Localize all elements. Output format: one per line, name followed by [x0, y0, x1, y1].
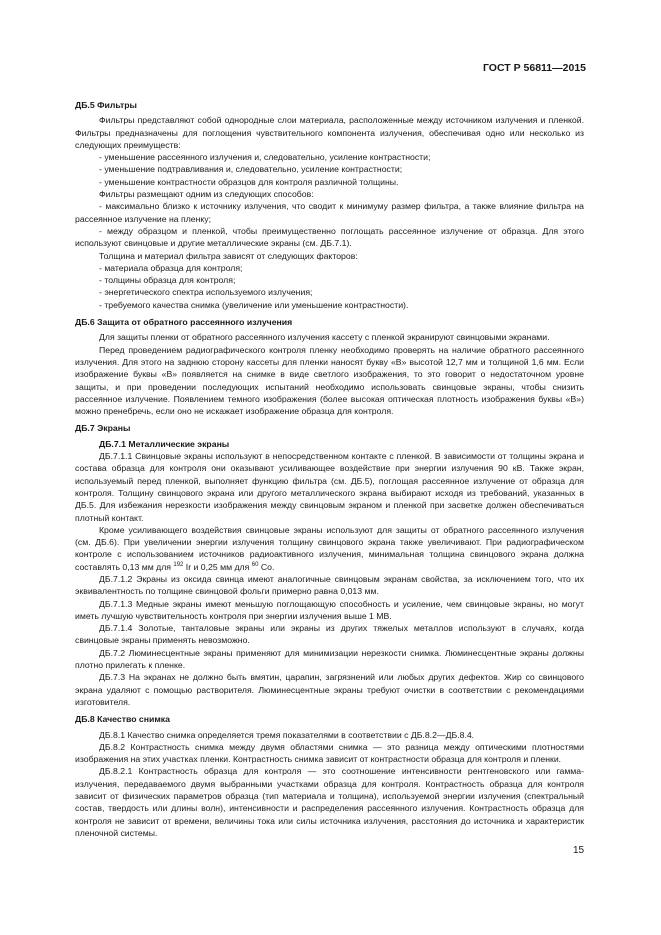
section-title-db6: ДБ.6 Защита от обратного рассеянного излучения: [75, 317, 293, 328]
list-item: - толщины образца для контроля;: [99, 275, 236, 286]
paragraph: ДБ.8.2.1 Контрастность образца для контроля — это соотношение интенсивности рентгеновского или гамма-излучения, передаваемого двумя выбранными участками образца для контроля. Контрастность образца для контроля зависит от физических параметров образца (тип материала и толщина), используемой энергии излучения (спектральный состав, твердость или длины волн), интенсивности и распределения рассеянного излучения. Контрастность образца для контроля не зависит от времени, величины тока или силы источника излучения, расстояния до источника и характеристик пленочной системы.: [75, 766, 584, 838]
paragraph: Перед проведением радиографического контроля пленку необходимо проверять на наличие обратного рассеянного излучения. Для этого на заднюю сторону кассеты для пленки наносят букву «В» высотой 12,7 мм и толщиной 1,6 мм. Если изображение буквы «В» появляется на снимке в виде светлого изображения, то это говорит о недостаточном уровне защиты, и при проведении последующих испытаний необходимо использовать свинцовые экраны, чтобы снизить рассеянное излучение. Появлением темного изображения (более высокая оптическая плотность изображения буквы «В») можно пренебречь, если оно не искажает изображение образца для контроля.: [75, 344, 584, 417]
list-item: - уменьшение рассеянного излучения и, следовательно, усиление контрастности;: [99, 152, 431, 163]
subsection-title-db71: ДБ.7.1 Металлические экраны: [99, 438, 230, 449]
paragraph: ДБ.7.1.4 Золотые, танталовые экраны или экраны из других тяжелых металлов используют в случаях, когда свинцовые экраны применять невозможно.: [75, 623, 584, 646]
paragraph: ДБ.7.1.2 Экраны из оксида свинца имеют аналогичные свинцовым экранам свойства, за исключением того, что их эквивалентность по толщине свинцовой фольги примерно равна 0,013 мм.: [75, 573, 584, 597]
paragraph: Фильтры размещают одним из следующих способов:: [99, 189, 314, 200]
list-item: - между образцом и пленкой, чтобы преимущественно поглощать рассеянное излучение от образца. Для этого используют свинцовые и другие металлические экраны (см. ДБ.7.1).: [75, 225, 584, 249]
isotope-mass: 60: [251, 561, 259, 568]
paragraph: ДБ.7.3 На экранах не должно быть вмятин, царапин, загрязнений или любых других дефектов. Жир со свинцового экрана удаляют с помощью растворителя. Люминесцентные экраны требуют очистки в соответствии с рекомендациями изготовителя.: [75, 672, 584, 707]
section-title-db5: ДБ.5 Фильтры: [75, 100, 137, 110]
document-body: [75, 94, 584, 839]
paragraph: ДБ.8.1 Качество снимка определяется тремя показателями в соответствии с ДБ.8.2—ДБ.8.4.: [99, 729, 475, 740]
isotope-mass: 192: [173, 561, 184, 568]
list-item: - уменьшение контрастности образцов для контроля различной толщины.: [99, 176, 399, 187]
list-item: - требуемого качества снимка (увеличение или уменьшение контрастности).: [99, 299, 409, 310]
paragraph: Фильтры представляют собой однородные слои материала, расположенные между источником излучения и пленкой. Фильтры предназначены для поглощения чувствительного компонента излучения, обеспечивая одно или несколько из следующих преимуществ:: [75, 115, 584, 150]
paragraph: ДБ.7.1.1 Свинцовые экраны используют в непосредственном контакте с пленкой. В зависимости от толщины экрана и состава образца для контроля они оказывают усиливающее воздействие при энергии излучения 90 кВ. Также экран, используемый перед пленкой, выполняет функцию фильтра (см. ДБ.5), поглощая рассеянное излучение от образца для контроля. Толщину свинцового экрана или другого металлического экрана выбирают исходя из требований, указанных в ДБ.5. Для избежания нерезкости изображения между свинцовым экраном и пленкой при засветке должен обеспечиваться плотный контакт.: [75, 451, 584, 523]
list-item: - максимально близко к источнику излучения, что сводит к минимуму размер фильтра, а также влияние фильтра на рассеянное излучение на пленку;: [75, 201, 585, 224]
page-number: 15: [573, 845, 585, 856]
list-item: - энергетического спектра используемого излучения;: [99, 287, 313, 298]
paragraph: ДБ.7.1.3 Медные экраны имеют меньшую поглощающую способность и усиление, чем свинцовые экраны, но могут иметь лучшую чувствительность контроля при энергии излучения выше 1 МВ.: [75, 598, 584, 621]
section-title-db7: ДБ.7 Экраны: [75, 423, 131, 434]
paragraph: Для защиты пленки от обратного рассеянного излучения кассету с пленкой экранируют свинцовыми экранами.: [99, 332, 550, 343]
paragraph: ДБ.7.2 Люминесцентные экраны применяют для минимизации нерезкости снимка. Люминесцентные экраны должны плотно прилегать к пленке.: [75, 647, 584, 671]
list-item: - уменьшение подтравливания и, следовательно, усиление контрастности;: [99, 164, 403, 175]
document-header: ГОСТ Р 56811—2015: [482, 62, 586, 74]
section-title-db8: ДБ.8 Качество снимка: [75, 714, 170, 725]
paragraph: Толщина и материал фильтра зависят от следующих факторов:: [99, 250, 358, 261]
list-item: - материала образца для контроля;: [99, 262, 243, 273]
paragraph: Кроме усиливающего воздействия свинцовые экраны используют для защиты от обратного рассеянного излучения (см. ДБ.6). При увеличении энергии излучения толщину свинцового экрана также увеличивают. При радиографическом контроле с использованием источников радиоактивного излучения, минимальная толщина свинцового экрана должна составлять 0,13 мм для $^{192}$ Ir и 0,25 мм для $^{60}$ Co.: [75, 524, 584, 572]
paragraph: ДБ.8.2 Контрастность снимка между двумя областями снимка — это разница между оптическими плотностями изображения на этих участках пленки. Контрастность снимка зависит от контрастности образца для контроля и пленки.: [75, 741, 584, 765]
